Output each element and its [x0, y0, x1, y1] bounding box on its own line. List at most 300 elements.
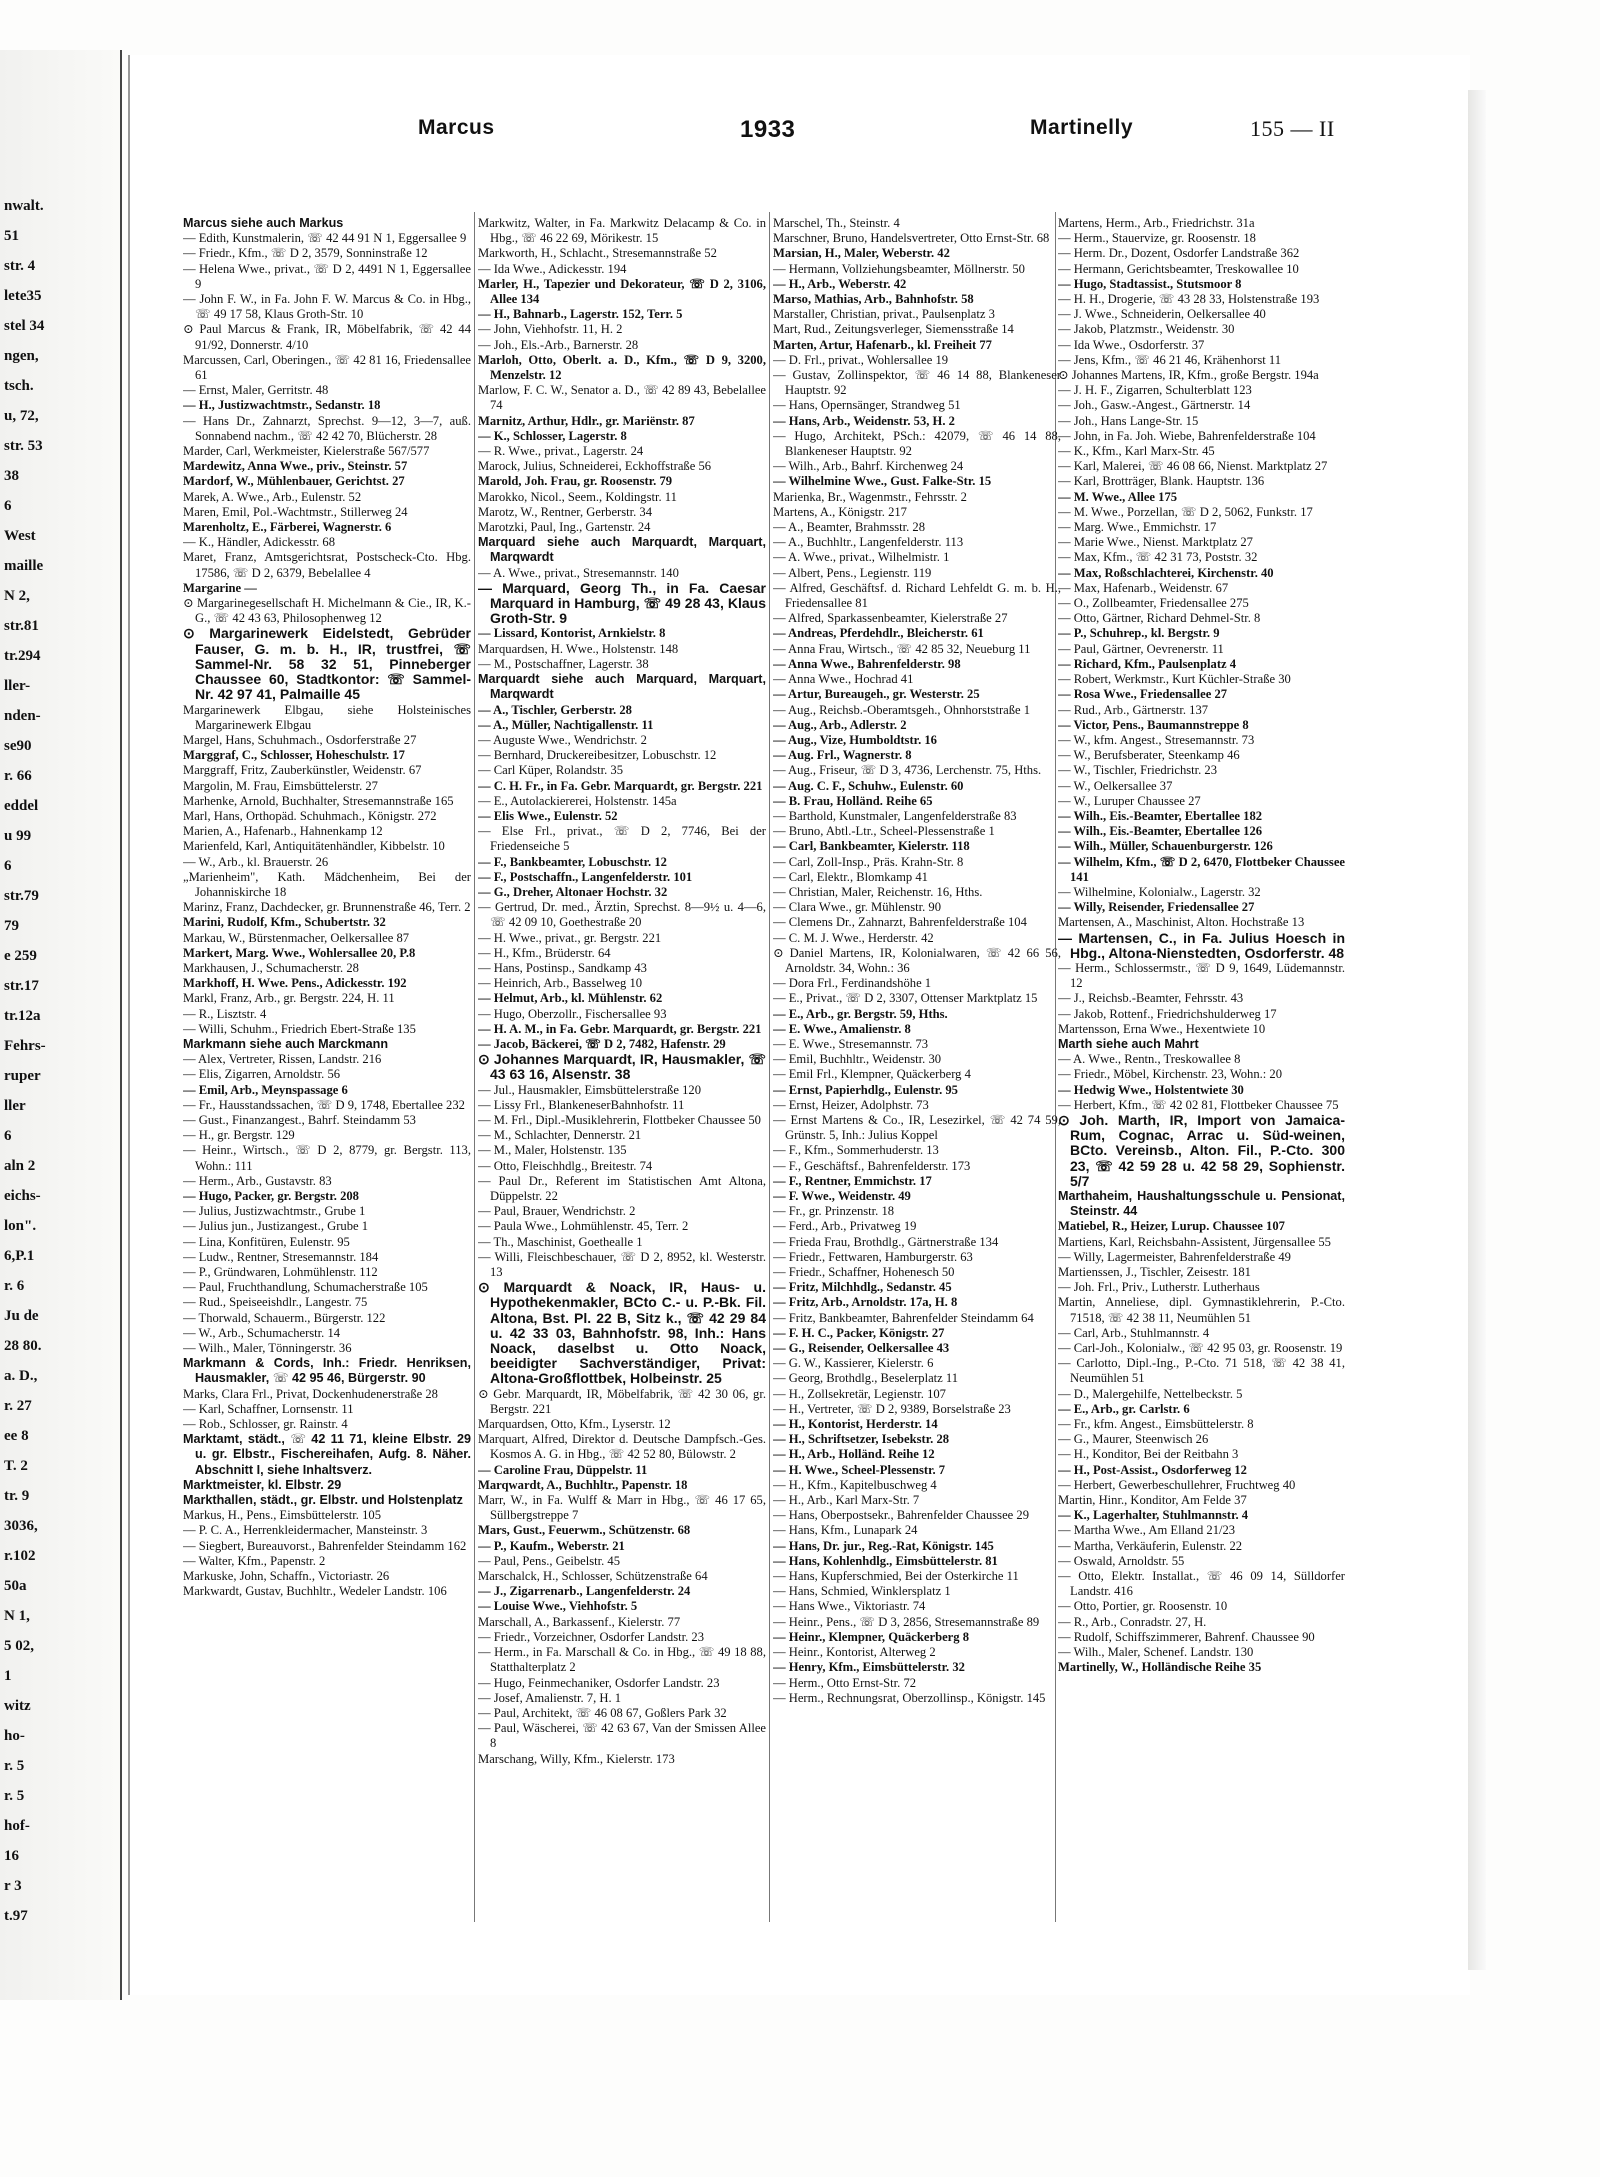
directory-entry: Markwitz, Walter, in Fa. Markwitz Delacamp & Co. in Hbg., ☏ 46 22 69, Mörikestr. 15	[478, 216, 766, 246]
directory-entry: Mardewitz, Anna Wwe., priv., Steinstr. 57	[183, 459, 408, 474]
directory-entry: Markhausen, J., Schumacherstr. 28	[183, 960, 359, 975]
directory-entry: — Jul., Hausmakler, Eimsbüttelerstraße 120	[478, 1082, 701, 1097]
directory-entry: — H., Vertreter, ☏ D 2, 9389, Borselstraße 23	[773, 1401, 1011, 1416]
directory-entry: — Carl, Bankbeamter, Kielerstr. 118	[773, 839, 970, 854]
directory-entry: — E., Arb., gr. Carlstr. 6	[1058, 1401, 1190, 1416]
directory-entry: — Christian, Maler, Reichenstr. 16, Hths.	[773, 884, 983, 899]
directory-entry: Marqwardt, A., Buchhltr., Papenstr. 18	[478, 1477, 688, 1492]
directory-entry: — F., Kfm., Sommerhuderstr. 13	[773, 1143, 939, 1158]
directory-entry: — Victor, Pens., Baumannstreppe 8	[1058, 717, 1249, 732]
directory-entry: — W., Arb., kl. Brauerstr. 26	[183, 854, 329, 869]
directory-entry: — Gustav, Zollinspektor, ☏ 46 14 88, Blankeneser Hauptstr. 92	[773, 368, 1061, 398]
directory-entry: — Karl, Malerei, ☏ 46 08 66, Nienst. Marktplatz 27	[1058, 459, 1328, 474]
previous-page-fragment: str. 53	[4, 438, 43, 454]
directory-entry: — Aug. C. F., Schuhw., Eulenstr. 60	[773, 778, 964, 793]
directory-entry: — H. A. M., in Fa. Gebr. Marquardt, gr. Bergstr. 221	[478, 1021, 762, 1036]
directory-entry: Martens, A., Königstr. 217	[773, 504, 907, 519]
directory-entry: Mart, Rud., Zeitungsverleger, Siemensstraße 14	[773, 322, 1014, 337]
previous-page-fragment: r 3	[4, 1878, 22, 1894]
directory-entry: — H., Kfm., Kapitelbuschweg 4	[773, 1477, 937, 1492]
directory-entry: — C. H. Fr., in Fa. Gebr. Marquardt, gr. Bergstr. 221	[478, 778, 763, 793]
directory-entry: — Friedr., Vorzeichner, Osdorfer Landstr. 23	[478, 1629, 705, 1644]
previous-page-fragment: lon".	[4, 1218, 37, 1234]
directory-entry: — Ida Wwe., Adickesstr. 194	[478, 261, 627, 276]
directory-entry: — Louise Wwe., Viehhofstr. 5	[478, 1599, 638, 1614]
directory-entry: — Max, Kfm., ☏ 42 31 73, Poststr. 32	[1058, 550, 1258, 565]
previous-page-fragment: 51	[4, 228, 19, 244]
directory-entry: — Gust., Finanzangest., Bahrf. Steindamm 53	[183, 1112, 416, 1127]
directory-entry: — G. W., Kassierer, Kielerstr. 6	[773, 1356, 934, 1371]
directory-entry: — Herm., Arb., Gustavstr. 83	[183, 1173, 332, 1188]
directory-entry: — Helmut, Arb., kl. Mühlenstr. 62	[478, 991, 663, 1006]
directory-entry: — Fritz, Milchhdlg., Sedanstr. 45	[773, 1280, 952, 1295]
directory-entry: — A., Beamter, Brahmsstr. 28	[773, 520, 926, 535]
directory-entry: Martensson, Erna Wwe., Hexentwiete 10	[1058, 1021, 1266, 1036]
directory-entry: Marinz, Franz, Dachdecker, gr. Brunnenstraße 46, Terr. 2	[183, 900, 471, 915]
directory-entry: — Aug., Arb., Adlerstr. 2	[773, 717, 907, 732]
directory-entry: — Frieda Frau, Brothdlg., Gärtnerstraße 134	[773, 1234, 999, 1249]
directory-entry: — Heinr., Pens., ☏ D 3, 2856, Stresemannstraße 89	[773, 1614, 1040, 1629]
directory-entry: Marso, Mathias, Arb., Bahnhofstr. 58	[773, 292, 974, 307]
directory-entry: — F. Wwe., Weidenstr. 49	[773, 1189, 911, 1203]
directory-entry: — Wilh., Maler, Schenef. Landstr. 130	[1058, 1645, 1254, 1660]
directory-entry: — Hans, Kohlenhdlg., Eimsbüttelerstr. 81	[773, 1553, 998, 1568]
directory-entry: — Bernhard, Druckereibesitzer, Lobuschstr. 12	[478, 748, 717, 763]
directory-entry: — Aug., Vize, Humboldtstr. 16	[773, 732, 937, 747]
directory-entry: — Otto, Portier, gr. Roosenstr. 10	[1058, 1599, 1228, 1614]
directory-entry: — Jakob, Rottenf., Friedrichshulderweg 17	[1058, 1006, 1277, 1021]
directory-entry: — Marg. Wwe., Emmichstr. 17	[1058, 520, 1217, 535]
directory-entry: Marlow, F. C. W., Senator a. D., ☏ 42 89 43, Bebelallee 74	[478, 383, 766, 413]
directory-entry: — Willi, Fleischbeschauer, ☏ D 2, 8952, kl. Westerstr. 13	[478, 1249, 766, 1280]
directory-entry: — J., Reichsb.-Beamter, Fehrsstr. 43	[1058, 991, 1244, 1006]
directory-entry: — A., Buchhltr., Langenfelderstr. 113	[773, 535, 964, 550]
directory-entry: ⊙ Joh. Marth, IR, Import von Jamaica-Rum, Cognac, Arrac u. Süd-weinen, BCto. Vereinsb., Alton. Fil., P.-Cto. 300 23, ☏ 42 59 28 u. 42 58 29, Sophienstr. 5/7	[1058, 1111, 1345, 1189]
directory-entry: Margarine —	[183, 580, 257, 595]
directory-entry: — Jakob, Platzmstr., Weidenstr. 30	[1058, 322, 1235, 337]
directory-entry: — Marie Wwe., Nienst. Marktplatz 27	[1058, 535, 1253, 550]
directory-entry: — Heinr., Klempner, Quäckerberg 8	[773, 1629, 970, 1644]
previous-page-fragment: 28 80.	[4, 1338, 42, 1354]
directory-entry: — Willy, Lagermeister, Bahrenfelderstraße 49	[1058, 1249, 1291, 1264]
directory-entry: — E. Wwe., Stresemannstr. 73	[773, 1036, 929, 1051]
directory-entry: — Hans, Arb., Weidenstr. 53, H. 2	[773, 413, 955, 428]
previous-page-fragment: hof-	[4, 1818, 30, 1834]
directory-entry: — P., Schuhrep., kl. Bergstr. 9	[1058, 626, 1220, 641]
directory-entry: — R., Arb., Conradstr. 27, H.	[1058, 1614, 1207, 1629]
directory-entry: ⊙ Marquardt & Noack, IR, Haus- u. Hypothekenmakler, BCto C.- u. P.-Bk. Fil. Altona, Bst. Pl. 22 B, Sitz k., ☏ 42 29 84 u. 42 33 03, Bahnhofstr. 98, Inh.: Hans Noack, daselbst u. Otto Noack, beeidigter Sachverständiger, Privat: Altona-Großflottbek, Holbeinstr. 25	[478, 1279, 766, 1387]
directory-entry: — Ernst, Papierhdlg., Eulenstr. 95	[773, 1082, 958, 1097]
directory-entry: — Hans, Dr. jur., Reg.-Rat, Königstr. 145	[773, 1538, 994, 1553]
previous-page-fragment: tr.12a	[4, 1008, 41, 1024]
directory-entry: Markert, Marg. Wwe., Wohlersallee 20, P.8	[183, 945, 416, 960]
directory-entry: — Joh., Gasw.-Angest., Gärtnerstr. 14	[1058, 398, 1251, 413]
previous-page-fragment: r. 6	[4, 1278, 25, 1294]
directory-entry: — W., kfm. Angest., Stresemannstr. 73	[1058, 732, 1255, 747]
previous-page-fragment: t.97	[4, 1908, 28, 1924]
directory-entry: — John, Viehhofstr. 11, H. 2	[478, 322, 623, 337]
previous-page-fragment: a. D.,	[4, 1368, 38, 1384]
directory-entry: Markau, W., Bürstenmacher, Oelkersallee 87	[183, 930, 410, 945]
directory-entry: Marquardsen, H. Wwe., Holstenstr. 148	[478, 641, 679, 656]
directory-entry: — Otto, Gärtner, Richard Dehmel-Str. 8	[1058, 611, 1261, 626]
directory-entry: — Willy, Reisender, Friedensallee 27	[1058, 900, 1255, 915]
directory-entry: — Martensen, C., in Fa. Julius Hoesch in Hbg., Altona-Nienstedten, Osdorferstr. 48	[1058, 929, 1345, 961]
directory-entry: — Martha, Verkäuferin, Eulenstr. 22	[1058, 1538, 1243, 1553]
previous-page-fragment: Fehrs-	[4, 1038, 46, 1054]
directory-entry: Marock, Julius, Schneiderei, Eckhoffstraße 56	[478, 459, 712, 474]
directory-entry: Marcus siehe auch Markus	[183, 216, 344, 230]
directory-entry: — W., Arb., Schumacherstr. 14	[183, 1325, 341, 1340]
directory-entry: — F., Bankbeamter, Lobuschstr. 12	[478, 854, 667, 869]
directory-entry: — Caroline Frau, Düppelstr. 11	[478, 1462, 648, 1477]
directory-entry: — Aug. Frl., Wagnerstr. 8	[773, 748, 912, 763]
directory-entry: — Walter, Kfm., Papenstr. 2	[183, 1553, 326, 1568]
previous-page-fragment: T. 2	[4, 1458, 28, 1474]
directory-entry: — Aug., Friseur, ☏ D 3, 4736, Lerchenstr. 75, Hths.	[773, 763, 1042, 778]
directory-entry: — K., Kfm., Karl Marx-Str. 45	[1058, 444, 1215, 459]
directory-entry: Matiebel, R., Heizer, Lurup. Chaussee 107	[1058, 1219, 1285, 1234]
directory-entry: Marienka, Br., Wagenmstr., Fehrsstr. 2	[773, 489, 967, 504]
previous-page-fragment: N 2,	[4, 588, 30, 604]
directory-entry: — Wilh., Müller, Schauenburgerstr. 126	[1058, 839, 1273, 854]
directory-entry: — M., Postschaffner, Lagerstr. 38	[478, 656, 649, 671]
previous-page-fragment: ngen,	[4, 348, 39, 364]
previous-page-fragment: str.79	[4, 888, 39, 904]
directory-entry: Marold, Joh. Frau, gr. Roosenstr. 79	[478, 474, 673, 489]
directory-entry: — Hugo, Stadtassist., Stutsmoor 8	[1058, 276, 1242, 291]
directory-entry: — W., Luruper Chaussee 27	[1058, 793, 1201, 808]
directory-entry: — Fritz, Arb., Arnoldstr. 17a, H. 8	[773, 1295, 958, 1310]
directory-entry: — Hans, Kfm., Lunapark 24	[773, 1523, 918, 1538]
directory-entry: — Jens, Kfm., ☏ 46 21 46, Krähenhorst 11	[1058, 352, 1282, 367]
previous-page-fragment: 6,P.1	[4, 1248, 35, 1264]
directory-entry: — Paul, Wäscherei, ☏ 42 63 67, Van der Smissen Allee 8	[478, 1721, 766, 1751]
previous-page-fragment: 79	[4, 918, 19, 934]
directory-entry: — Marquard, Georg Th., in Fa. Caesar Marquard in Hamburg, ☏ 49 28 43, Klaus Groth-Str. 9	[478, 579, 766, 627]
previous-page-fragment: witz	[4, 1698, 31, 1714]
directory-entry: — Paul, Fruchthandlung, Schumacherstraße 105	[183, 1280, 428, 1295]
directory-entry: — Carl, Elektr., Blomkamp 41	[773, 869, 928, 884]
directory-entry: Margarinewerk Elbgau, siehe Holsteinisches Margarinewerk Elbgau	[183, 702, 471, 732]
directory-entry: — Wilh., Maler, Tönningerstr. 36	[183, 1341, 352, 1356]
directory-entry: — Richard, Kfm., Paulsenplatz 4	[1058, 656, 1237, 671]
directory-entry: Martienssen, J., Tischler, Zeisestr. 181	[1058, 1265, 1251, 1280]
directory-entry: — K., Schlosser, Lagerstr. 8	[478, 428, 627, 443]
previous-page-fragment: r. 5	[4, 1758, 25, 1774]
directory-entry: Marquardt siehe auch Marquard, Marquart, Marqwardt	[478, 672, 766, 702]
previous-page-fragment: nwalt.	[4, 198, 44, 214]
directory-entry: — H., Arb., Holländ. Reihe 12	[773, 1447, 935, 1462]
directory-entry: — Hermann, Gerichtsbeamter, Treskowallee 10	[1058, 261, 1299, 276]
directory-entry: ⊙ Margarinewerk Eidelstedt, Gebrüder Fauser, G. m. b. H., IR, trustfrei, ☏ Sammel-Nr. 58 32 51, Pinneberger Chaussee 60, Stadtkontor: ☏ Sammel-Nr. 42 97 41, Palmaille 45	[183, 625, 471, 703]
directory-entry: Martin, Anneliese, dipl. Gymnastiklehrerin, P.-Cto. 71518, ☏ 42 38 11, Neumühlen 51	[1058, 1295, 1345, 1325]
directory-entry: Marktmeister, kl. Elbstr. 29	[183, 1477, 342, 1492]
directory-entry: — Paul, Architekt, ☏ 46 08 67, Goßlers Park 32	[478, 1705, 727, 1720]
header-page-number: 155 — II	[1250, 116, 1335, 141]
directory-entry: — Oswald, Arnoldstr. 55	[1058, 1553, 1185, 1568]
directory-entry: — Wilh., Arb., Bahrf. Kirchenweg 24	[773, 459, 964, 474]
previous-page-fragment: stel 34	[4, 318, 45, 334]
directory-entry: — Lissard, Kontorist, Arnkielstr. 8	[478, 626, 666, 641]
directory-entry: — W., Berufsberater, Steenkamp 46	[1058, 748, 1240, 763]
directory-entry: Markuske, John, Schaffn., Victoriastr. 26	[183, 1569, 390, 1584]
directory-entry: — Th., Maschinist, Goethealle 1	[478, 1234, 643, 1249]
directory-entry: — F., Geschäftsf., Bahrenfelderstr. 173	[773, 1158, 971, 1173]
directory-entry: — Hans, Oberpostsekr., Bahrenfelder Chaussee 29	[773, 1508, 1030, 1523]
directory-entry: — A., Müller, Nachtigallenstr. 11	[478, 717, 654, 732]
directory-entry: — Joh., Els.-Arb., Barnerstr. 28	[478, 337, 639, 352]
directory-entry: Marktamt, städt., ☏ 42 11 71, kleine Elbstr. 29 u. gr. Elbstr., Fischereihafen, Aufg. 8. Näher. Abschnitt I, siehe Inhaltsverz.	[183, 1432, 471, 1477]
directory-entry: Maret, Franz, Amtsgerichtsrat, Postscheck-Cto. Hbg. 17586, ☏ D 2, 6379, Bebelallee 4	[183, 550, 471, 580]
directory-entry: — Fr., gr. Prinzenstr. 18	[773, 1204, 895, 1219]
directory-entry: — M. Wwe., Porzellan, ☏ D 2, 5062, Funkstr. 17	[1058, 504, 1313, 519]
directory-entry: — W., Oelkersallee 37	[1058, 778, 1173, 793]
directory-entry: — Hans Wwe., Viktoriastr. 74	[773, 1599, 926, 1614]
directory-entry: Marek, A. Wwe., Arb., Eulenstr. 52	[183, 489, 362, 504]
column-divider	[474, 212, 475, 1922]
previous-page-fragment: maille	[4, 558, 44, 574]
directory-entry: — Otto, Elektr. Installat., ☏ 46 09 14, Sülldorfer Landstr. 416	[1058, 1569, 1345, 1599]
directory-entry: Markhoff, H. Wwe. Pens., Adickesstr. 192	[183, 976, 407, 991]
directory-entry: Marschel, Th., Steinstr. 4	[773, 216, 900, 230]
directory-entry: Marth siehe auch Mahrt	[1058, 1036, 1199, 1051]
directory-entry: Marienfeld, Karl, Antiquitätenhändler, Kibbelstr. 10	[183, 839, 445, 854]
directory-entry: — H., gr. Bergstr. 129	[183, 1128, 295, 1143]
directory-entry: Marggraf, C., Schlosser, Hoheschulstr. 17	[183, 748, 405, 763]
directory-entry: Marnitz, Arthur, Hdlr., gr. Mariënstr. 87	[478, 413, 695, 428]
directory-entry: — Friedr., Schaffner, Hohenesch 50	[773, 1265, 955, 1280]
directory-entry: ⊙ Johannes Marquardt, IR, Hausmakler, ☏ 43 63 16, Alsenstr. 38	[478, 1051, 766, 1083]
directory-entry: — Paul, Pens., Geibelstr. 45	[478, 1553, 621, 1568]
directory-entry: — Alfred, Geschäftsf. d. Richard Lehfeldt G. m. b. H., Friedensallee 81	[773, 580, 1061, 611]
directory-entry: — Herbert, Kfm., ☏ 42 02 81, Flottbeker Chaussee 75	[1058, 1097, 1339, 1112]
directory-entry: — Ernst, Heizer, Adolphstr. 73	[773, 1097, 929, 1112]
directory-entry: — Carlotto, Dipl.-Ing., P.-Cto. 71 518, ☏ 42 38 41, Neumühlen 51	[1058, 1356, 1345, 1386]
previous-page-fragment: r.102	[4, 1548, 36, 1564]
previous-page-fragment: 6	[4, 498, 12, 514]
directory-entry: — P., Kaufm., Weberstr. 21	[478, 1538, 625, 1553]
directory-entry: — Hermann, Vollziehungsbeamter, Möllnerstr. 50	[773, 261, 1025, 276]
header-year: 1933	[740, 116, 796, 143]
directory-entry: — H. Wwe., privat., gr. Bergstr. 221	[478, 930, 662, 945]
directory-entry: — Friedr., Möbel, Kirchenstr. 23, Wohn.: 20	[1058, 1067, 1283, 1082]
directory-entry: — Artur, Bureaugeh., gr. Westerstr. 25	[773, 687, 980, 702]
directory-entry: — Hans Dr., Zahnarzt, Sprechst. 9—12, 3—7, auß. Sonnabend nachm., ☏ 42 42 70, Blücherstr. 28	[183, 413, 471, 443]
directory-entry: — Fr., kfm. Angest., Eimsbüttelerstr. 8	[1058, 1417, 1254, 1432]
previous-page-fragment: nden-	[4, 708, 41, 724]
directory-entry: — H., Arb., Karl Marx-Str. 7	[773, 1493, 920, 1508]
directory-entry: Marini, Rudolf, Kfm., Schubertstr. 32	[183, 915, 386, 930]
directory-entry: — C. M. J. Wwe., Herderstr. 42	[773, 930, 934, 945]
directory-entry: — F., Postschaffn., Langenfelderstr. 101	[478, 869, 693, 884]
directory-entry: — H., Zollsekretär, Legienstr. 107	[773, 1386, 946, 1401]
previous-page-fragment: ho-	[4, 1728, 25, 1744]
previous-page-edge	[0, 50, 122, 2000]
directory-entry: — Bruno, Abtl.-Ltr., Scheel-Plessenstraße 1	[773, 824, 995, 839]
directory-entry: — Ludw., Rentner, Stresemannstr. 184	[183, 1249, 379, 1264]
directory-entry: Maren, Emil, Pol.-Wachtmstr., Stillerweg 24	[183, 504, 408, 519]
directory-entry: — Henry, Kfm., Eimsbüttelerstr. 32	[773, 1660, 965, 1675]
directory-entry: — Julius, Justizwachtmstr., Grube 1	[183, 1204, 366, 1219]
previous-page-fragment: lete35	[4, 288, 42, 304]
directory-entry: Martin, Hinr., Konditor, Am Felde 37	[1058, 1493, 1247, 1508]
directory-entry: Martinelly, W., Holländische Reihe 35	[1058, 1660, 1262, 1675]
directory-entry: — Hans, Schmied, Winklersplatz 1	[773, 1584, 951, 1599]
directory-entry: — John, in Fa. Joh. Wiebe, Bahrenfelderstraße 104	[1058, 428, 1316, 443]
directory-entry: — E., Privat., ☏ D 2, 3307, Ottenser Marktplatz 15	[773, 991, 1038, 1006]
directory-entry: Marks, Clara Frl., Privat, Dockenhudenerstraße 28	[183, 1386, 438, 1401]
previous-page-fragment: 6	[4, 1128, 12, 1144]
directory-entry: Marenholtz, E., Färberei, Wagnerstr. 6	[183, 520, 392, 535]
column-divider	[769, 212, 770, 1922]
directory-entry: — Auguste Wwe., Wendrichstr. 2	[478, 732, 647, 747]
directory-entry: — K., Händler, Adickesstr. 68	[183, 535, 335, 550]
directory-entry: ⊙ Johannes Martens, IR, Kfm., große Bergstr. 194a	[1058, 368, 1319, 383]
directory-entry: — H. H., Drogerie, ☏ 43 28 33, Holstenstraße 193	[1058, 292, 1320, 307]
directory-entry: Markwardt, Gustav, Buchhltr., Wedeler Landstr. 106	[183, 1584, 447, 1599]
directory-entry: — R. Wwe., privat., Lagerstr. 24	[478, 444, 644, 459]
directory-entry: — Hugo, Architekt, PSch.: 42079, ☏ 46 14 88, Blankeneser Hauptstr. 92	[773, 428, 1061, 459]
directory-entry: — Anna Wwe., Hochrad 41	[773, 672, 914, 687]
directory-entry: ⊙ Margarinegesellschaft H. Michelmann & Cie., IR, K.-G., ☏ 42 43 63, Philosophenweg 12	[183, 596, 471, 626]
directory-entry: Marten, Artur, Hafenarb., kl. Freiheit 77	[773, 337, 992, 352]
directory-entry: Martens, Herm., Arb., Friedrichstr. 31a	[1058, 216, 1255, 230]
directory-entry: Martiens, Karl, Reichsbahn-Assistent, Jürgensallee 55	[1058, 1234, 1331, 1249]
header-last-name: Martinelly	[1030, 116, 1134, 139]
directory-entry: — Aug., Reichsb.-Oberamtsgeh., Ohnhorststraße 1	[773, 702, 1031, 717]
directory-entry: „Marienheim", Kath. Mädchenheim, Bei der Johanniskirche 18	[183, 869, 471, 899]
directory-entry: — Ida Wwe., Osdorferstr. 37	[1058, 337, 1205, 352]
directory-entry: — H., Post-Assist., Osdorferweg 12	[1058, 1462, 1247, 1477]
directory-entry: Marder, Carl, Werkmeister, Kielerstraße 567/577	[183, 444, 430, 459]
directory-entry: — Willi, Schuhm., Friedrich Ebert-Straße 135	[183, 1021, 416, 1036]
header-first-name: Marcus	[418, 116, 495, 139]
directory-entry: — Andreas, Pferdehdlr., Bleicherstr. 61	[773, 626, 984, 641]
directory-entry: — Joh., Hans Lange-Str. 15	[1058, 413, 1199, 428]
previous-page-fragment: str. 4	[4, 258, 36, 274]
directory-entry: — Karl, Brotträger, Blank. Hauptstr. 136	[1058, 474, 1265, 489]
directory-entry: — F. H. C., Packer, Königstr. 27	[773, 1325, 945, 1340]
directory-entry: — Edith, Kunstmalerin, ☏ 42 44 91 N 1, Eggersallee 9	[183, 231, 467, 246]
directory-entry: — Wilh., Eis.-Beamter, Ebertallee 182	[1058, 808, 1263, 823]
directory-entry: — Lissy Frl., BlankeneserBahnhofstr. 11	[478, 1097, 685, 1112]
previous-page-fragment: 3036,	[4, 1518, 38, 1534]
directory-column-1	[183, 216, 471, 1916]
directory-entry: Marr, W., in Fa. Wulff & Marr in Hbg., ☏ 46 17 65, Süllbergstreppe 7	[478, 1493, 766, 1523]
directory-entry: — G., Maurer, Steenwisch 26	[1058, 1432, 1209, 1447]
directory-entry: — Herm. Dr., Dozent, Osdorfer Landstraße 362	[1058, 246, 1300, 261]
previous-page-fragment: 1	[4, 1668, 12, 1684]
directory-entry: — Hans, Kupferschmied, Bei der Osterkirche 11	[773, 1569, 1019, 1584]
directory-entry: Marquardsen, Otto, Kfm., Lyserstr. 12	[478, 1417, 671, 1432]
previous-page-fragment: str.81	[4, 618, 39, 634]
directory-entry: ⊙ Gebr. Marquardt, IR, Möbelfabrik, ☏ 42 30 06, gr. Bergstr. 221	[478, 1386, 766, 1416]
directory-entry: — Hugo, Packer, gr. Bergstr. 208	[183, 1189, 359, 1203]
directory-entry: — Wilhelm, Kfm., ☏ D 2, 6470, Flottbeker Chaussee 141	[1058, 854, 1345, 884]
directory-entry: — Heinr., Kontorist, Alterweg 2	[773, 1645, 936, 1660]
directory-entry: — Carl, Arb., Stuhlmannstr. 4	[1058, 1325, 1210, 1340]
directory-entry: — H., Justizwachtmstr., Sedanstr. 18	[183, 398, 381, 413]
directory-entry: Marsian, H., Maler, Weberstr. 42	[773, 246, 950, 261]
previous-page-fragment: 6	[4, 858, 12, 874]
directory-entry: — Joh. Frl., Priv., Lutherstr. Lutherhaus	[1058, 1280, 1260, 1295]
directory-entry: — P., Gründwaren, Lohmühlenstr. 112	[183, 1265, 378, 1280]
directory-entry: — A. Wwe., privat., Wilhelmistr. 1	[773, 550, 950, 565]
directory-entry: — Jacob, Bäckerei, ☏ D 2, 7482, Hafenstr. 29	[478, 1036, 726, 1051]
directory-entry: Marl, Hans, Orthopäd. Schuhmach., Königstr. 272	[183, 808, 437, 823]
directory-entry: — Heinr., Wirtsch., ☏ D 2, 8779, gr. Bergstr. 113, Wohn.: 111	[183, 1143, 471, 1173]
directory-entry: — Emil, Buchhltr., Weidenstr. 30	[773, 1052, 942, 1067]
directory-entry: — Rud., Arb., Gärtnerstr. 137	[1058, 702, 1209, 717]
directory-entry: Markmann & Cords, Inh.: Friedr. Henriksen, Hausmakler, ☏ 42 95 46, Bürgerstr. 90	[183, 1356, 471, 1386]
directory-entry: Marggraff, Fritz, Zauberkünstler, Weidenstr. 67	[183, 763, 422, 778]
directory-entry: Markl, Franz, Arb., gr. Bergstr. 224, H. 11	[183, 991, 395, 1006]
directory-entry: Margel, Hans, Schuhmach., Osdorferstraße 27	[183, 732, 417, 747]
directory-entry: — Herm., Stauervize, gr. Roosenstr. 18	[1058, 231, 1256, 246]
previous-page-fragment: ruper	[4, 1068, 41, 1084]
directory-entry: Marthaheim, Haushaltungsschule u. Pensionat, Steinstr. 44	[1058, 1189, 1345, 1219]
directory-entry: Marloh, Otto, Oberlt. a. D., Kfm., ☏ D 9, 3200, Menzelstr. 12	[478, 352, 766, 383]
directory-entry: — F., Rentner, Emmichstr. 17	[773, 1173, 932, 1188]
directory-entry: Margolin, M. Frau, Eimsbüttelerstr. 27	[183, 778, 378, 793]
directory-entry: — A. Wwe., privat., Stresemannstr. 140	[478, 565, 679, 580]
directory-entry: — Albert, Pens., Legienstr. 119	[773, 565, 932, 580]
directory-entry: ⊙ Daniel Martens, IR, Kolonialwaren, ☏ 42 66 56, Arnoldstr. 34, Wohn.: 36	[773, 945, 1061, 975]
previous-page-fragment: aln 2	[4, 1158, 36, 1174]
directory-entry: — Josef, Amalienstr. 7, H. 1	[478, 1690, 622, 1705]
directory-entry: — M. Wwe., Allee 175	[1058, 489, 1178, 504]
directory-entry: — Carl-Joh., Kolonialw., ☏ 42 95 03, gr. Roosenstr. 19	[1058, 1341, 1343, 1356]
directory-entry: — Paul Dr., Referent im Statistischen Amt Altona, Düppelstr. 22	[478, 1173, 766, 1203]
directory-entry: — Helena Wwe., privat., ☏ D 2, 4491 N 1, Eggersallee 9	[183, 261, 471, 291]
directory-entry: — K., Lagerhalter, Stuhlmannstr. 4	[1058, 1508, 1249, 1523]
directory-entry: — Herm., Otto Ernst-Str. 72	[773, 1675, 917, 1690]
directory-entry: Markthallen, städt., gr. Elbstr. und Holstenplatz	[183, 1493, 463, 1508]
directory-entry: — Elis Wwe., Eulenstr. 52	[478, 808, 618, 823]
directory-entry: — Hugo, Feinmechaniker, Osdorfer Landstr. 23	[478, 1675, 720, 1690]
directory-entry: — Alex, Vertreter, Rissen, Landstr. 216	[183, 1052, 382, 1067]
directory-entry: — H., Arb., Weberstr. 42	[773, 276, 907, 291]
directory-entry: — R., Lisztstr. 4	[183, 1006, 267, 1021]
previous-page-fragment: ller-	[4, 678, 31, 694]
directory-entry: — E., Autolackiererei, Holstenstr. 145a	[478, 793, 677, 808]
previous-page-fragment: u, 72,	[4, 408, 39, 424]
directory-entry: Mardorf, W., Mühlenbauer, Gerichtst. 27	[183, 474, 405, 489]
directory-entry: — Rud., Speiseeishdlr., Langestr. 75	[183, 1295, 368, 1310]
previous-page-fragment: ee 8	[4, 1428, 29, 1444]
directory-entry: — Siegbert, Bureauvorst., Bahrenfelder Steindamm 162	[183, 1538, 467, 1553]
previous-page-fragment: eichs-	[4, 1188, 41, 1204]
directory-entry: — Rosa Wwe., Friedensallee 27	[1058, 687, 1228, 702]
directory-entry: Marstaller, Christian, privat., Paulsenplatz 3	[773, 307, 995, 322]
previous-page-fragment: eddel	[4, 798, 39, 814]
previous-page-fragment: tr. 9	[4, 1488, 30, 1504]
directory-entry: — Wilh., Eis.-Beamter, Ebertallee 126	[1058, 824, 1263, 839]
directory-entry: — H., Kfm., Brüderstr. 64	[478, 945, 611, 960]
previous-page-fragment: e 259	[4, 948, 37, 964]
directory-entry: Marschall, A., Barkassenf., Kielerstr. 77	[478, 1614, 681, 1629]
directory-entry: — H., Schriftsetzer, Isebekstr. 28	[773, 1432, 950, 1447]
directory-entry: — A. Wwe., Rentn., Treskowallee 8	[1058, 1052, 1241, 1067]
directory-entry: — J. Wwe., Schneiderin, Oelkersallee 40	[1058, 307, 1266, 322]
directory-column-4	[1058, 216, 1345, 1916]
directory-entry: — W., Tischler, Friedrichstr. 23	[1058, 763, 1218, 778]
directory-entry: Martensen, A., Maschinist, Alton. Hochstraße 13	[1058, 915, 1305, 930]
directory-entry: — Herm., Schlossermstr., ☏ D 9, 1649, Lüdemannstr. 12	[1058, 960, 1345, 991]
directory-column-2	[478, 216, 766, 1916]
directory-entry: — Julius jun., Justizangest., Grube 1	[183, 1219, 369, 1234]
